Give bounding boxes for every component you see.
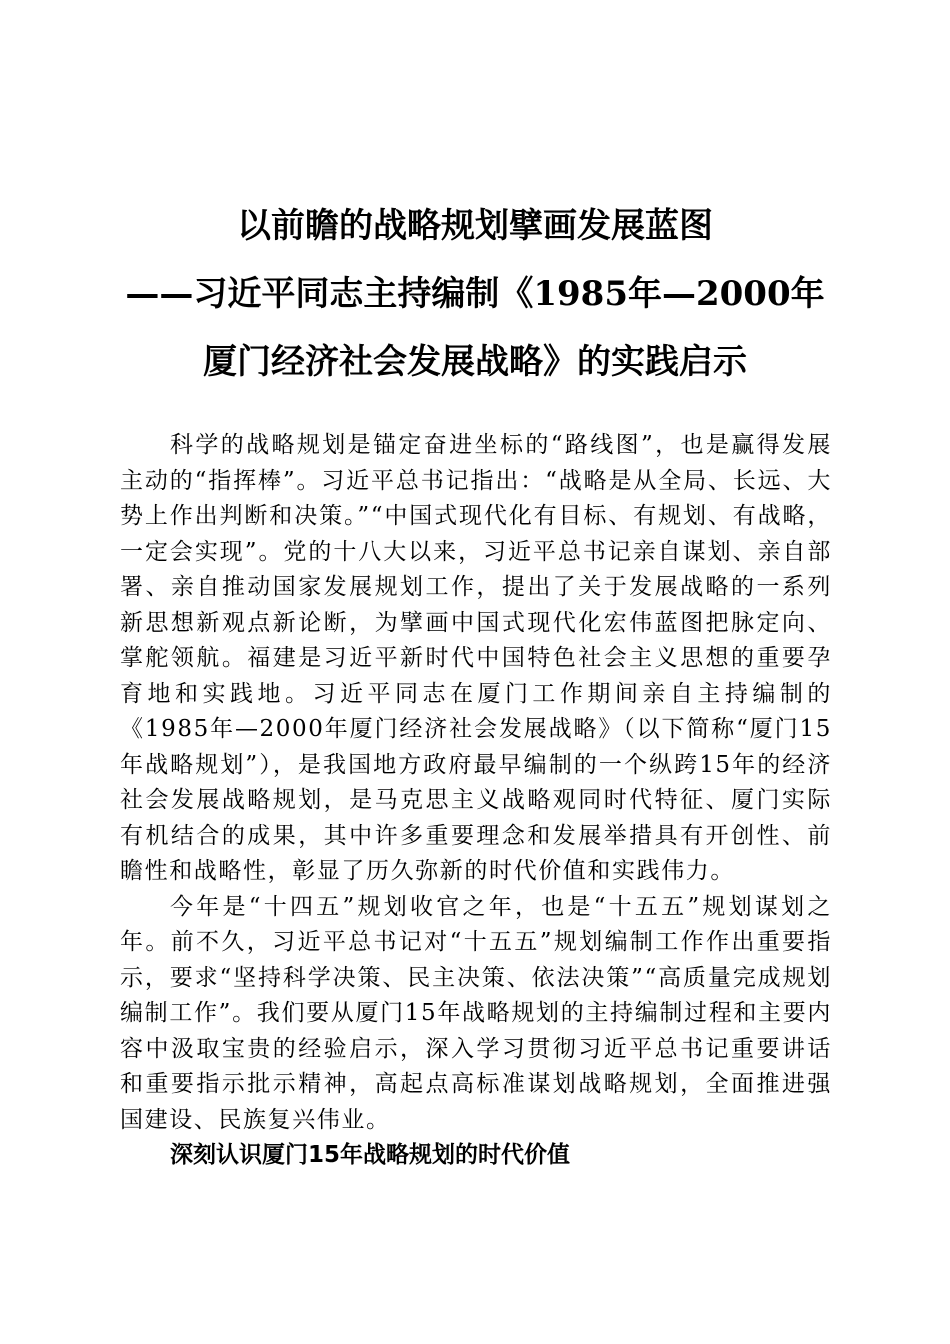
body-paragraph-1: 科学的战略规划是锚定奋进坐标的“路线图”，也是赢得发展主动的“指挥棒”。习近平总书记指出：“战略是从全局、长远、大势上作出判断和决策。”“中国式现代化有目标、有规划、有战略，一定会实现”。党的十八大以来，习近平总书记亲自谋划、亲自部署、亲自推动国家发展规划工作，提出了关于发展战略的一系列新思想新观点新论断，为擘画中国式现代化宏伟蓝图把脉定向、掌舵领航。福建是习近平新时代中国特色社会主义思想的重要孕育地和实践地。习近平同志在厦门工作期间亲自主持编制的《1985年—2000年厦门经济社会发展战略》（以下简称“厦门15年战略规划”），是我国地方政府最早编制的一个纵跨15年的经济社会发展战略规划，是马克思主义战略观同时代特征、厦门实际有机结合的成果，其中许多重要理念和发展举措具有开创性、前瞻性和战略性，彰显了历久弥新的时代价值和实践伟力。 bbox=[120, 432, 832, 884]
article-body bbox=[120, 428, 832, 1174]
title-line-main: 以前瞻的战略规划擘画发展蓝图 bbox=[237, 206, 713, 246]
article-title bbox=[0, 192, 950, 396]
body-paragraph-2: 今年是“十四五”规划收官之年，也是“十五五”规划谋划之年。前不久，习近平总书记对“十五五”规划编制工作作出重要指示，要求“坚持科学决策、民主决策、依法决策”“高质量完成规划编制工作”。我们要从厦门15年战略规划的主持编制过程和主要内容中汲取宝贵的经验启示，深入学习贯彻习近平总书记重要讲话和重要指示批示精神，高起点高标准谋划战略规划，全面推进强国建设、民族复兴伟业。 bbox=[120, 893, 832, 1133]
section-heading: 深刻认识厦门15年战略规划的时代价值 bbox=[170, 1142, 571, 1168]
title-line-subtitle-1: ——习近平同志主持编制《1985年—2000年 bbox=[125, 274, 825, 314]
title-line-subtitle-2: 厦门经济社会发展战略》的实践启示 bbox=[203, 342, 747, 382]
